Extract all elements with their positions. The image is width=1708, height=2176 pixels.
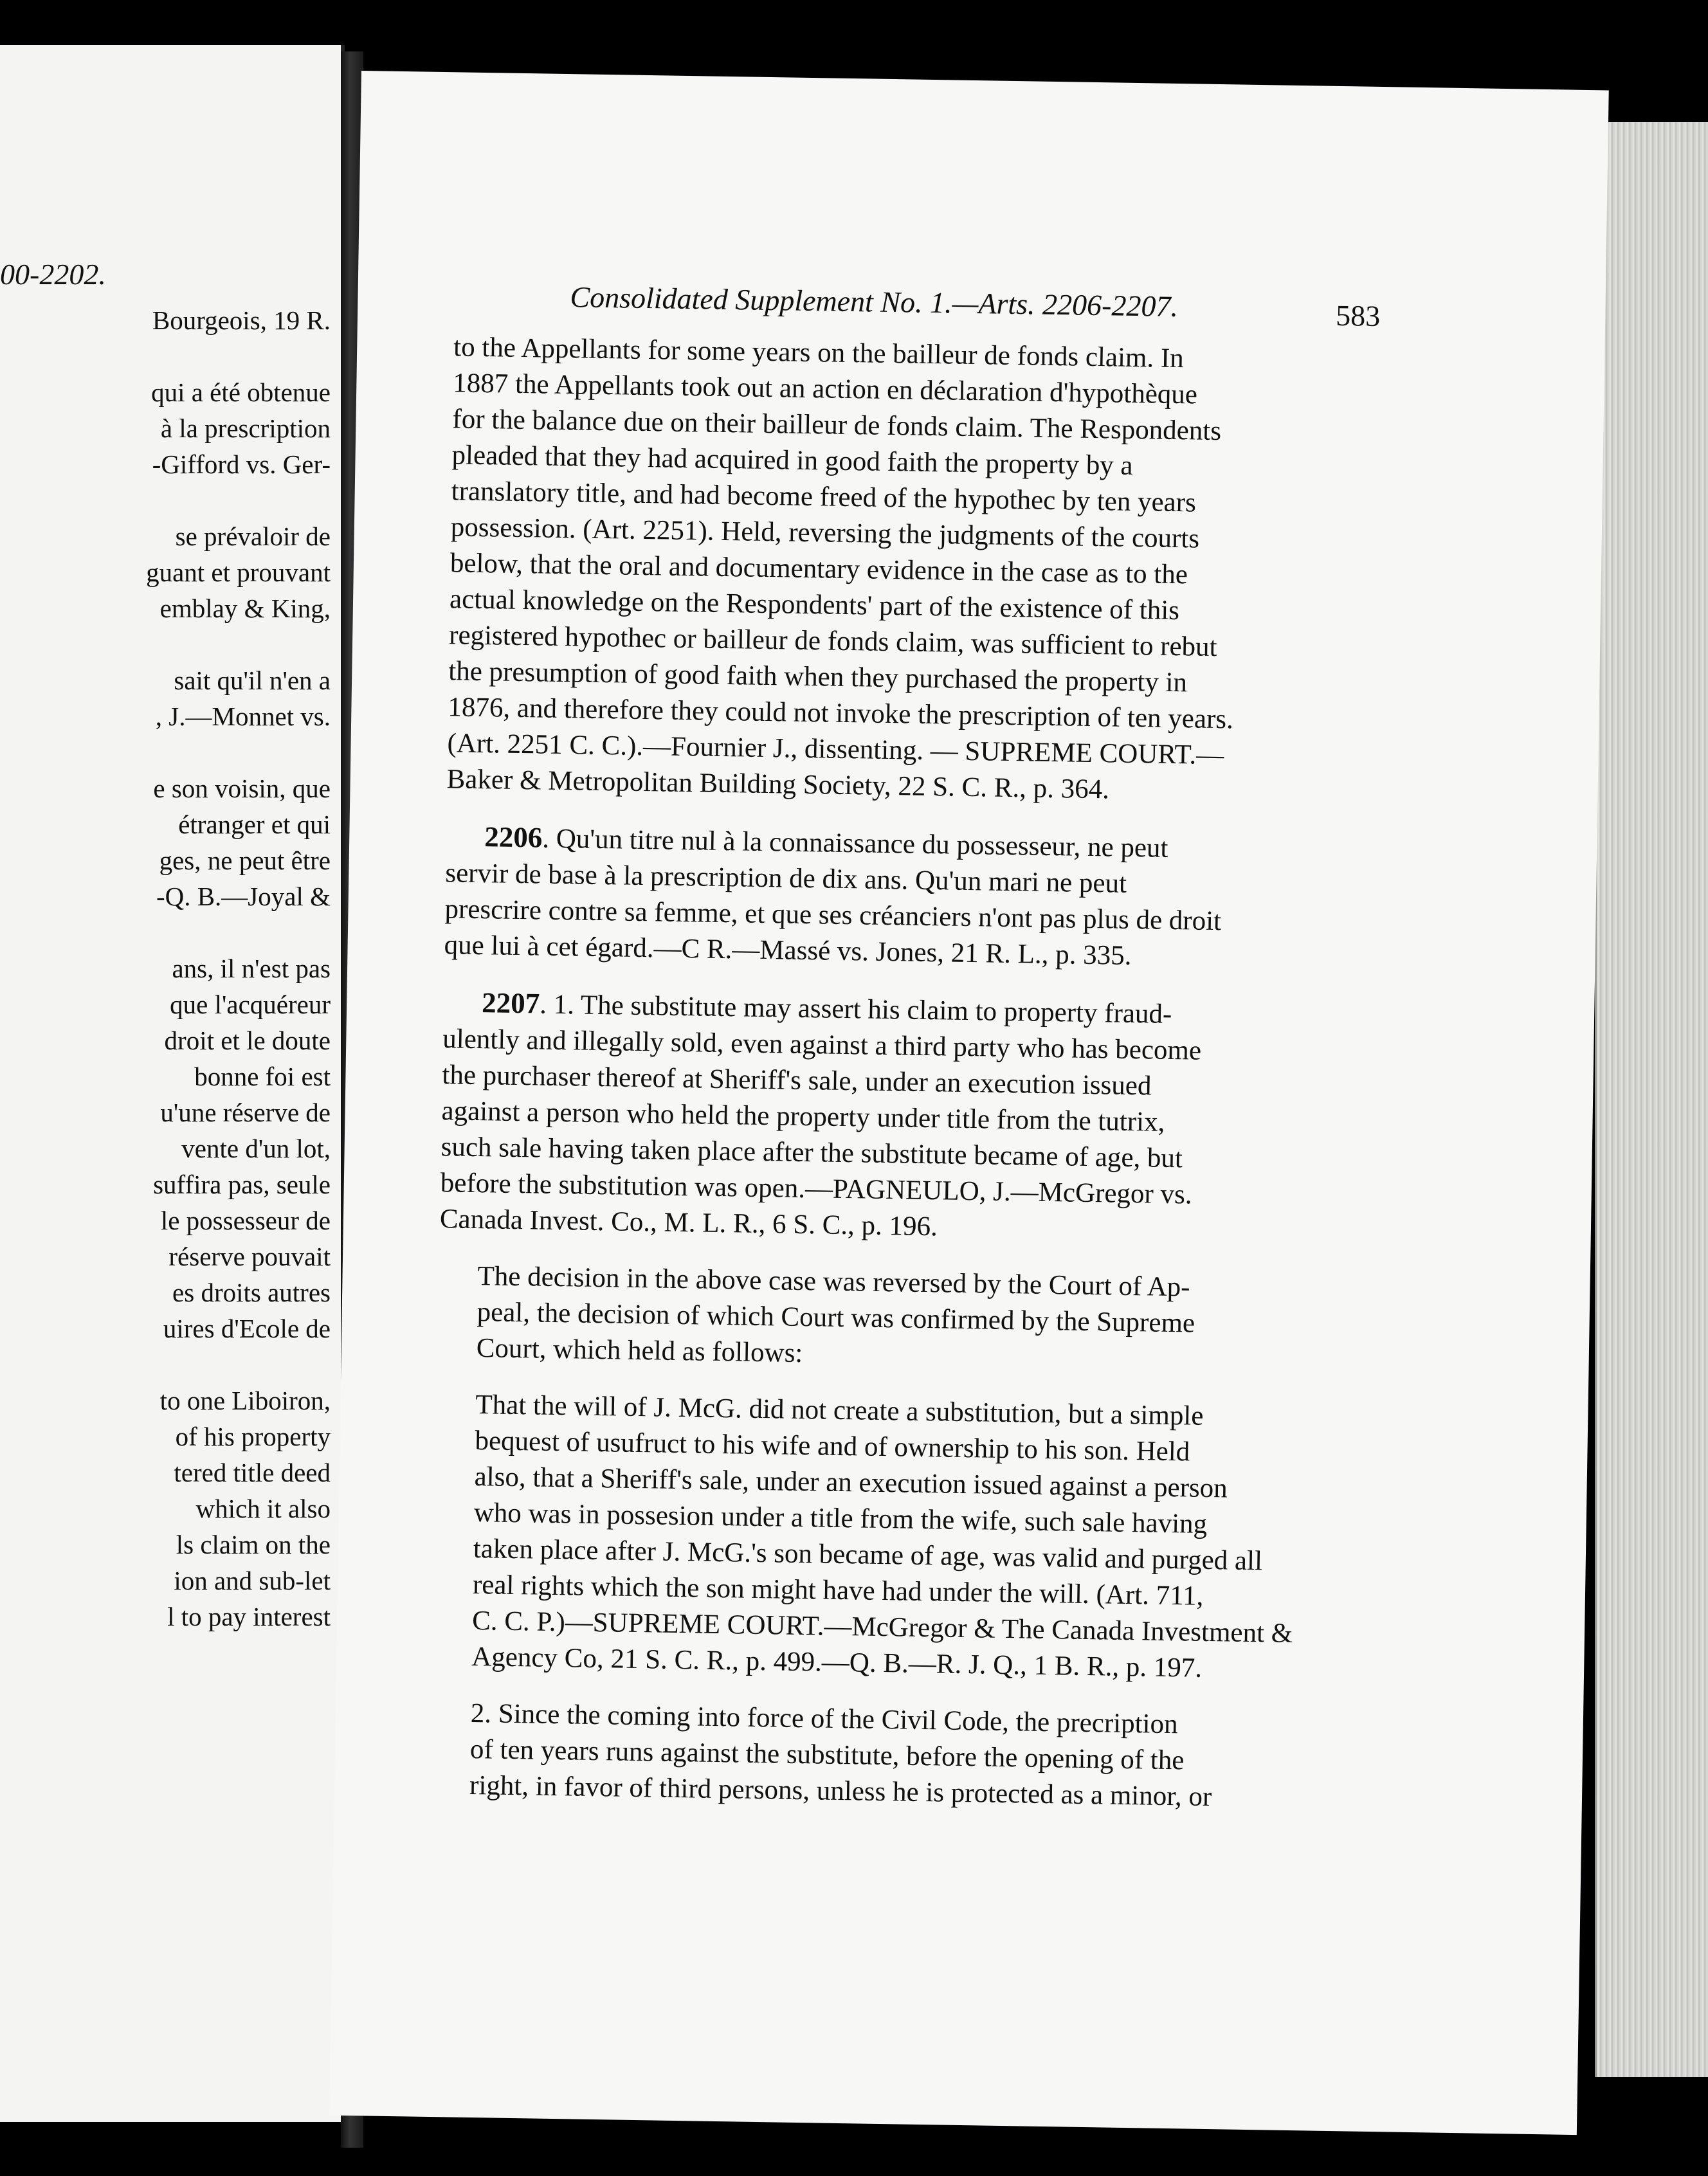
page-content xyxy=(431,278,1381,1817)
text-line: right, in favor of third persons, unless he is protected as a minor, or xyxy=(469,1770,1212,1813)
article-number-2206: 2206 xyxy=(484,821,543,854)
text-line: of ten years runs against the substitute, before the opening of the xyxy=(469,1734,1185,1776)
article-number-2207: 2207 xyxy=(481,986,540,1020)
left-text-line xyxy=(0,914,334,950)
left-text-line: ls claim on the xyxy=(176,1530,331,1559)
article-2206 xyxy=(444,818,1346,977)
text-line: 2. Since the coming into force of the Civil Code, the precription xyxy=(470,1698,1178,1740)
text-line: against a person who held the property under title from the tutrix, xyxy=(441,1096,1165,1138)
text-line: (Art. 2251 C. C.).—Fournier J., dissenting. — SUPREME COURT.— xyxy=(447,728,1224,771)
decision-paragraph xyxy=(437,1258,1339,1380)
running-title: Consolidated Supplement No. 1.—Arts. 2206-2207. xyxy=(570,280,1179,323)
text-line: translatory title, and had become freed of the hypothec by ten years xyxy=(451,476,1197,518)
text-line: the purchaser thereof at Sheriff's sale, under an execution issued xyxy=(442,1060,1152,1102)
text-line: servir de base à la prescription de dix ans. Qu'un mari ne peut xyxy=(445,858,1127,899)
left-text-line: ges, ne peut être xyxy=(159,846,331,875)
left-text-line: u'une réserve de xyxy=(160,1098,331,1127)
text-line: who was in possesion under a title from the wife, such sale having xyxy=(473,1498,1208,1539)
text-line: for the balance due on their bailleur de fonds claim. The Respondents xyxy=(452,404,1222,447)
left-text-line: le possesseur de xyxy=(160,1206,331,1235)
left-page-text xyxy=(0,302,334,1635)
left-text-line: que l'acquéreur xyxy=(170,990,331,1019)
text-line: Agency Co, 21 S. C. R., p. 499.—Q. B.—R. J. Q., 1 B. R., p. 197. xyxy=(471,1641,1203,1683)
will-paragraph xyxy=(433,1386,1338,1689)
text-line: 1887 the Appellants took out an action en déclaration d'hypothèque xyxy=(453,368,1198,410)
text-line: prescrire contre sa femme, et que ses créanciers n'ont pas plus de droit xyxy=(444,894,1222,937)
case-paragraph-baker xyxy=(446,329,1354,811)
left-text-line: droit et le doute xyxy=(164,1026,331,1055)
left-text-line: ans, il n'est pas xyxy=(172,954,331,983)
left-text-line: , J.—Monnet vs. xyxy=(155,702,331,731)
left-text-line: l to pay interest xyxy=(167,1602,331,1631)
left-text-line: vente d'un lot, xyxy=(181,1134,331,1163)
left-text-line: which it also xyxy=(195,1494,331,1523)
article-2207 xyxy=(440,984,1344,1251)
text-line: such sale having taken place after the substitute became of age, but xyxy=(441,1132,1183,1174)
left-text-line: of his property xyxy=(175,1422,331,1451)
left-text-line: étranger et qui xyxy=(178,810,331,839)
text-line: possession. (Art. 2251). Held, reversing the judgments of the courts xyxy=(450,512,1200,554)
text-line: real rights which the son might have had under the will. (Art. 711, xyxy=(472,1570,1204,1611)
page-edge-stack xyxy=(1595,122,1708,2077)
left-text-line: e son voisin, que xyxy=(153,774,331,803)
left-text-line xyxy=(0,1346,334,1383)
left-text-line xyxy=(0,338,334,374)
left-text-line: bonne foi est xyxy=(194,1062,331,1091)
left-text-line: ion and sub-let xyxy=(174,1566,331,1595)
text-line: actual knowledge on the Respondents' part of the existence of this xyxy=(449,584,1180,626)
text-line: ulently and illegally sold, even against a third party who has become xyxy=(442,1024,1202,1066)
left-text-line: guant et prouvant xyxy=(146,558,331,587)
left-text-line: suffira pas, seule xyxy=(153,1170,331,1199)
section-2-paragraph xyxy=(431,1695,1332,1817)
running-head xyxy=(454,278,1381,337)
left-text-line: réserve pouvait xyxy=(168,1242,331,1271)
left-text-line: Bourgeois, 19 R. xyxy=(152,305,331,335)
text-line: also, that a Sheriff's sale, under an execution issued against a person xyxy=(474,1462,1228,1504)
text-line: peal, the decision of which Court was confirmed by the Supreme xyxy=(477,1297,1195,1339)
text-line: Court, which held as follows: xyxy=(476,1333,803,1369)
text-line: C. C. P.)—SUPREME COURT.—McGregor & The Canada Investment & xyxy=(471,1606,1293,1649)
left-text-line xyxy=(0,734,334,770)
left-text-line: sait qu'il n'en a xyxy=(174,666,331,695)
article-2206-text xyxy=(444,824,1345,978)
text-line: That the will of J. McG. did not create a substitution, but a simple xyxy=(475,1390,1204,1431)
text-line: below, that the oral and documentary evidence in the case as to the xyxy=(450,548,1188,590)
text-line: to the Appellants for some years on the bailleur de fonds claim. In xyxy=(453,332,1185,374)
text-line: Baker & Metropolitan Building Society, 22 S. C. R., p. 364. xyxy=(446,764,1110,805)
left-text-line: se prévaloir de xyxy=(175,521,331,551)
text-line: . 1. The substitute may assert his claim to property fraud- xyxy=(539,989,1172,1029)
text-line: taken place after J. McG.'s son became of age, was valid and purged all xyxy=(473,1534,1263,1577)
text-line: . Qu'un titre nul à la connaissance du possesseur, ne peut xyxy=(541,823,1168,864)
left-text-line: to one Liboiron, xyxy=(159,1386,331,1415)
left-text-line: -Q. B.—Joyal & xyxy=(156,882,331,911)
text-line: before the substitution was open.—PAGNEULO, J.—McGregor vs. xyxy=(440,1168,1192,1210)
page-number: 583 xyxy=(1335,298,1381,332)
left-text-line: uires d'Ecole de xyxy=(163,1314,331,1343)
text-line: que lui à cet égard.—C R.—Massé vs. Jones, 21 R. L., p. 335. xyxy=(444,930,1132,971)
left-text-line: qui a été obtenue xyxy=(151,377,331,407)
text-line: registered hypothec or bailleur de fonds claim, was sufficient to rebut xyxy=(448,620,1217,663)
article-2207-text xyxy=(440,990,1343,1252)
text-line: The decision in the above case was reversed by the Court of Ap- xyxy=(477,1261,1190,1303)
text-line: Canada Invest. Co., M. L. R., 6 S. C., p. 196. xyxy=(439,1204,938,1242)
left-page-header: 00-2202. xyxy=(0,258,106,291)
left-text-line: tered title deed xyxy=(174,1458,331,1487)
left-text-line: à la prescription xyxy=(160,413,331,443)
right-page xyxy=(329,71,1609,2135)
text-line: 1876, and therefore they could not invoke the prescription of ten years. xyxy=(448,692,1234,735)
text-line: the presumption of good faith when they purchased the property in xyxy=(448,656,1188,698)
left-text-line: -Gifford vs. Ger- xyxy=(152,449,331,479)
text-line: pleaded that they had acquired in good faith the property by a xyxy=(451,440,1133,481)
left-text-line xyxy=(0,626,334,662)
left-facing-page xyxy=(0,45,345,2122)
text-line: bequest of usufruct to his wife and of ownership to his son. Held xyxy=(475,1426,1190,1467)
left-text-line: es droits autres xyxy=(172,1278,331,1307)
left-text-line xyxy=(0,482,334,518)
left-text-line: emblay & King, xyxy=(159,594,331,623)
